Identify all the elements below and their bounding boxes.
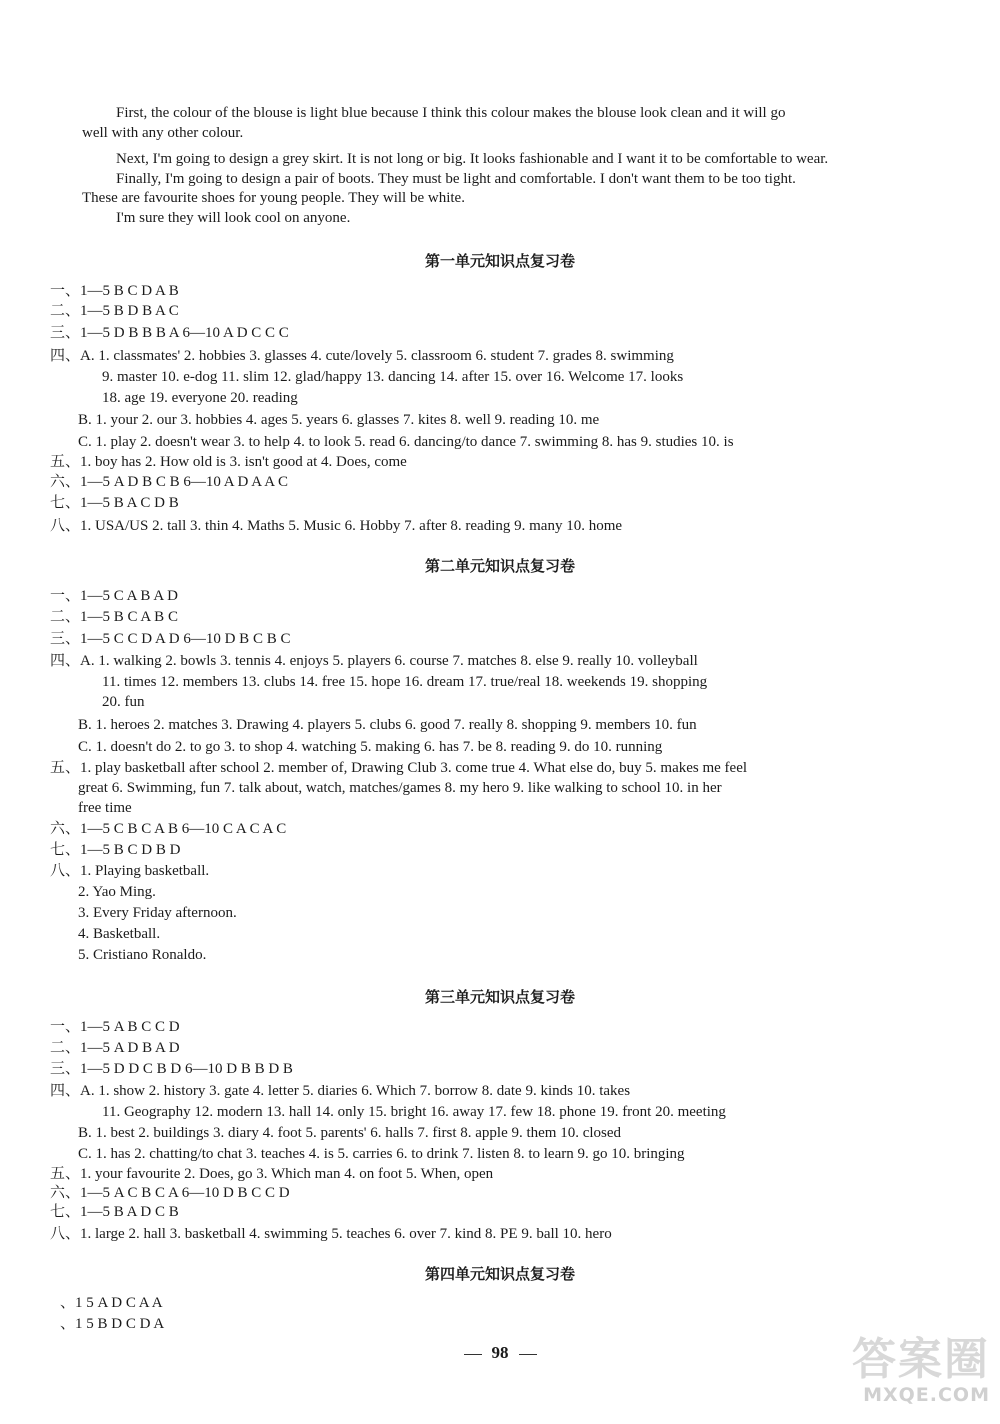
answer-line: 七、1—5 B A D C B xyxy=(50,1204,179,1220)
essay-line: I'm sure they will look cool on anyone. xyxy=(116,210,351,226)
answer-line: 2. Yao Ming. xyxy=(78,884,156,900)
answer-line: C. 1. doesn't do 2. to go 3. to shop 4. watching 5. making 6. has 7. be 8. reading 9. do 10. running xyxy=(78,739,663,755)
unit-title: 第二单元知识点复习卷 xyxy=(424,557,575,575)
answer-line: great 6. Swimming, fun 7. talk about, watch, matches/games 8. my hero 9. like walking to school 10. in her xyxy=(78,780,722,796)
essay-line: Finally, I'm going to design a pair of boots. They must be light and comfortable. I don't want them to be too tight. xyxy=(116,171,796,187)
watermark-logo xyxy=(850,1336,990,1416)
answer-line: 六、1—5 A D B C B 6—10 A D A A C xyxy=(50,474,288,490)
essay-line: First, the colour of the blouse is light blue because I think this colour makes the blouse look clean and it will go xyxy=(116,105,786,121)
unit-title: 第四单元知识点复习卷 xyxy=(424,1265,575,1283)
unit-title: 第三单元知识点复习卷 xyxy=(424,988,575,1006)
answer-line: B. 1. your 2. our 3. hobbies 4. ages 5. years 6. glasses 7. kites 8. well 9. reading 10. me xyxy=(78,412,600,428)
unit-title: 第一单元知识点复习卷 xyxy=(424,252,575,270)
answer-line: 三、1—5 D B B B A 6—10 A D C C C xyxy=(50,325,289,341)
answer-line: B. 1. best 2. buildings 3. diary 4. foot 5. parents' 6. halls 7. first 8. apple 9. them 10. closed xyxy=(78,1125,622,1141)
page-number-value: 98 xyxy=(491,1343,509,1362)
answer-line: 三、1—5 C C D A D 6—10 D B C B C xyxy=(50,631,291,647)
answer-line: 八、1. USA/US 2. tall 3. thin 4. Maths 5. Music 6. Hobby 7. after 8. reading 9. many 10. home xyxy=(50,518,623,534)
answer-line: C. 1. has 2. chatting/to chat 3. teaches 4. is 5. carries 6. to drink 7. listen 8. to learn 9. go 10. bringing xyxy=(78,1146,685,1162)
answer-line: 20. fun xyxy=(102,694,145,710)
answer-line: 18. age 19. everyone 20. reading xyxy=(102,390,298,406)
watermark-url: MXQE.COM xyxy=(863,1384,990,1406)
answer-line: 五、1. your favourite 2. Does, go 3. Which man 4. on foot 5. When, open xyxy=(50,1166,494,1182)
watermark-text: 答案圈 xyxy=(852,1334,990,1385)
answer-line: 六、1—5 A C B C A 6—10 D B C C D xyxy=(50,1185,290,1201)
answer-line: 七、1—5 B A C D B xyxy=(50,495,179,511)
answer-line: 3. Every Friday afternoon. xyxy=(78,905,237,921)
answer-line: 五、1. boy has 2. How old is 3. isn't good at 4. Does, come xyxy=(50,454,407,470)
essay-line: well with any other colour. xyxy=(82,125,244,141)
answer-line: 四、A. 1. walking 2. bowls 3. tennis 4. enjoys 5. players 6. course 7. matches 8. else 9. really 10. volleyball xyxy=(50,653,698,669)
answer-line: 六、1—5 C B C A B 6—10 C A C A C xyxy=(50,821,287,837)
answer-line: 八、1. large 2. hall 3. basketball 4. swimming 5. teaches 6. over 7. kind 8. PE 9. ball 10. hero xyxy=(50,1226,612,1242)
answer-line: 七、1—5 B C D B D xyxy=(50,842,181,858)
answer-line: 4. Basketball. xyxy=(78,926,161,942)
answer-line: 五、1. play basketball after school 2. member of, Drawing Club 3. come true 4. What else do, buy 5. makes me feel xyxy=(50,760,748,776)
answer-line: 一、1—5 B C D A B xyxy=(50,283,179,299)
answer-line: 、1 5 B D C D A xyxy=(60,1316,165,1332)
answer-line: 、1 5 A D C A A xyxy=(60,1295,163,1311)
answer-line: 11. Geography 12. modern 13. hall 14. only 15. bright 16. away 17. few 18. phone 19. front 20. meeting xyxy=(102,1104,726,1120)
answer-line: 三、1—5 D D C B D 6—10 D B B D B xyxy=(50,1061,293,1077)
essay-line: These are favourite shoes for young people. They will be white. xyxy=(82,190,465,206)
answer-line: 八、1. Playing basketball. xyxy=(50,863,210,879)
answer-line: B. 1. heroes 2. matches 3. Drawing 4. players 5. clubs 6. good 7. really 8. shopping 9. members 10. fun xyxy=(78,717,697,733)
essay-line: Next, I'm going to design a grey skirt. It is not long or big. It looks fashionable and I want it to be comfortable to wear. xyxy=(116,151,829,167)
answer-line: 四、A. 1. show 2. history 3. gate 4. letter 5. diaries 6. Which 7. borrow 8. date 9. kinds 10. takes xyxy=(50,1083,631,1099)
answer-line: 11. times 12. members 13. clubs 14. free 15. hope 16. dream 17. true/real 18. weekends 19. shopping xyxy=(102,674,708,690)
answer-line: 二、1—5 B C A B C xyxy=(50,609,178,625)
answer-line: 5. Cristiano Ronaldo. xyxy=(78,947,207,963)
answer-line: C. 1. play 2. doesn't wear 3. to help 4. to look 5. read 6. dancing/to dance 7. swimming 8. has 9. studies 10. is xyxy=(78,434,734,450)
page-number-dash xyxy=(464,1354,482,1355)
answer-line: 二、1—5 B D B A C xyxy=(50,303,179,319)
answer-line: 一、1—5 A B C C D xyxy=(50,1019,180,1035)
answer-line: 四、A. 1. classmates' 2. hobbies 3. glasses 4. cute/lovely 5. classroom 6. student 7. grades 8. swimming xyxy=(50,348,674,364)
answer-line: free time xyxy=(78,800,132,816)
answer-line: 一、1—5 C A B A D xyxy=(50,588,178,604)
answer-line: 9. master 10. e-dog 11. slim 12. glad/happy 13. dancing 14. after 15. over 16. Welcome 17. looks xyxy=(102,369,684,385)
answer-line: 二、1—5 A D B A D xyxy=(50,1040,180,1056)
page-number-dash xyxy=(519,1354,537,1355)
